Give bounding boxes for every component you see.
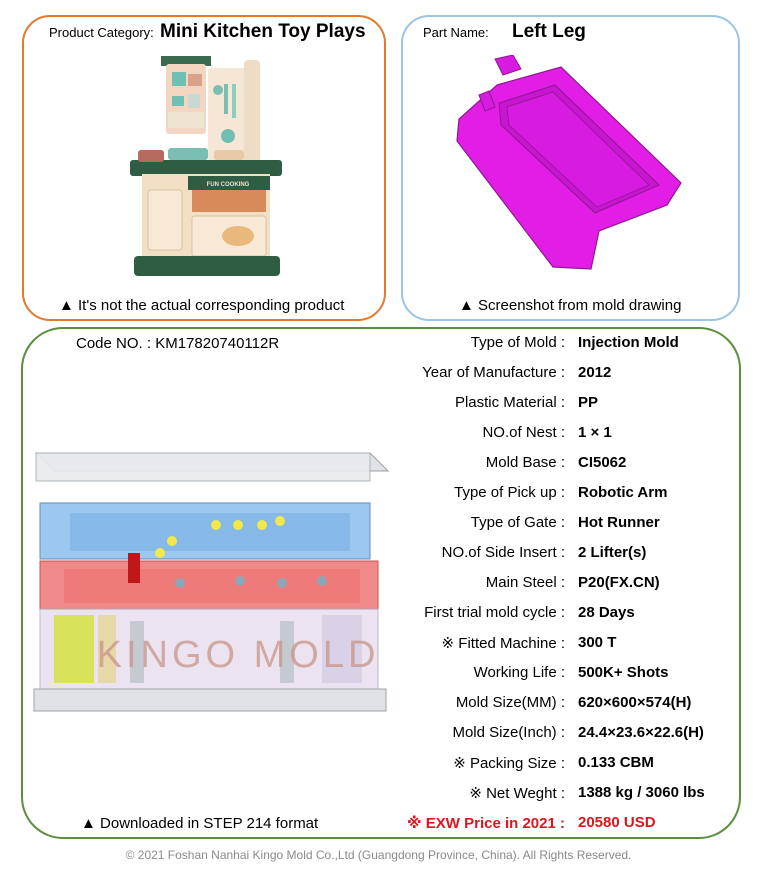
product-category-label: Product Category: (49, 25, 154, 40)
spec-value: P20(FX.CN) (578, 574, 660, 591)
spec-row-gate (0, 514, 757, 536)
spec-label: Mold Base : (485, 454, 565, 471)
spec-value: CI5062 (578, 454, 627, 471)
spec-value: 24.4×23.6×22.6(H) (578, 724, 704, 741)
spec-label: First trial mold cycle : (424, 604, 565, 621)
spec-label: ※ Fitted Machine : (441, 635, 565, 652)
spec-value: 620×600×574(H) (578, 694, 692, 711)
product-category-value: Mini Kitchen Toy Plays (160, 21, 366, 42)
spec-label: Working Life : (473, 664, 565, 681)
part-name-caption: ▲ Screenshot from mold drawing (459, 297, 682, 314)
spec-label: Year of Manufacture : (422, 364, 565, 381)
spec-row-year (0, 364, 757, 386)
spec-row-exw-price (0, 814, 757, 836)
spec-label: Mold Size(Inch) : (452, 724, 565, 741)
spec-label: ※ Packing Size : (453, 755, 565, 772)
spec-label: NO.of Nest : (482, 424, 565, 441)
spec-label: Mold Size(MM) : (455, 694, 565, 711)
spec-row-main-steel (0, 574, 757, 596)
kingo-mold-watermark: KINGO MOLD (96, 634, 380, 676)
spec-value: 28 Days (578, 604, 635, 621)
spec-value: Injection Mold (578, 334, 679, 351)
copyright-footer: © 2021 Foshan Nanhai Kingo Mold Co.,Ltd (Guangdong Province, China). All Rights Reserved. (125, 848, 632, 862)
spec-value: 1388 kg / 3060 lbs (578, 784, 705, 801)
spec-label: Type of Pick up : (454, 484, 565, 501)
spec-row-size-mm (0, 694, 757, 716)
spec-label: Type of Mold : (470, 334, 565, 351)
spec-value: 300 T (578, 634, 617, 651)
spec-row-fitted-machine (0, 634, 757, 656)
spec-row-working-life (0, 664, 757, 686)
spec-row-pick-up (0, 484, 757, 506)
spec-row-side-insert (0, 544, 757, 566)
spec-value: 500K+ Shots (578, 664, 669, 681)
spec-value: Hot Runner (578, 514, 660, 531)
spec-value: Robotic Arm (578, 484, 668, 501)
spec-row-packing-size (0, 754, 757, 776)
step-format-caption: ▲ Downloaded in STEP 214 format (81, 815, 319, 832)
spec-value: 1 × 1 (578, 424, 612, 441)
spec-value: 2 Lifter(s) (578, 544, 647, 561)
spec-label: Plastic Material : (454, 394, 565, 411)
spec-row-type-of-mold (0, 334, 757, 356)
part-name-label: Part Name: (423, 25, 489, 40)
kitchen-toy-image (128, 50, 288, 285)
spec-row-mold-base (0, 454, 757, 476)
spec-label: Type of Gate : (470, 514, 565, 531)
spec-value: PP (578, 394, 599, 411)
spec-row-trial-cycle (0, 604, 757, 626)
spec-label: ※ EXW Price in 2021 : (407, 815, 565, 832)
product-category-caption: ▲ It's not the actual corresponding product (59, 297, 345, 314)
part-name-value: Left Leg (512, 21, 586, 42)
spec-row-nest (0, 424, 757, 446)
spec-value: 0.133 CBM (578, 754, 654, 771)
spec-row-net-weight (0, 784, 757, 806)
code-number: Code NO. : KM17820740112R (76, 335, 280, 352)
spec-value: 2012 (578, 364, 612, 381)
spec-label: NO.of Side Insert : (441, 544, 565, 561)
left-leg-part-image (445, 55, 695, 285)
spec-label: Main Steel : (485, 574, 565, 591)
spec-row-plastic-material (0, 394, 757, 416)
spec-value: 20580 USD (578, 814, 656, 831)
kitchen-image-text: FUN COOKING (206, 182, 250, 188)
spec-row-size-inch (0, 724, 757, 746)
spec-label: ※ Net Weght : (469, 785, 565, 802)
